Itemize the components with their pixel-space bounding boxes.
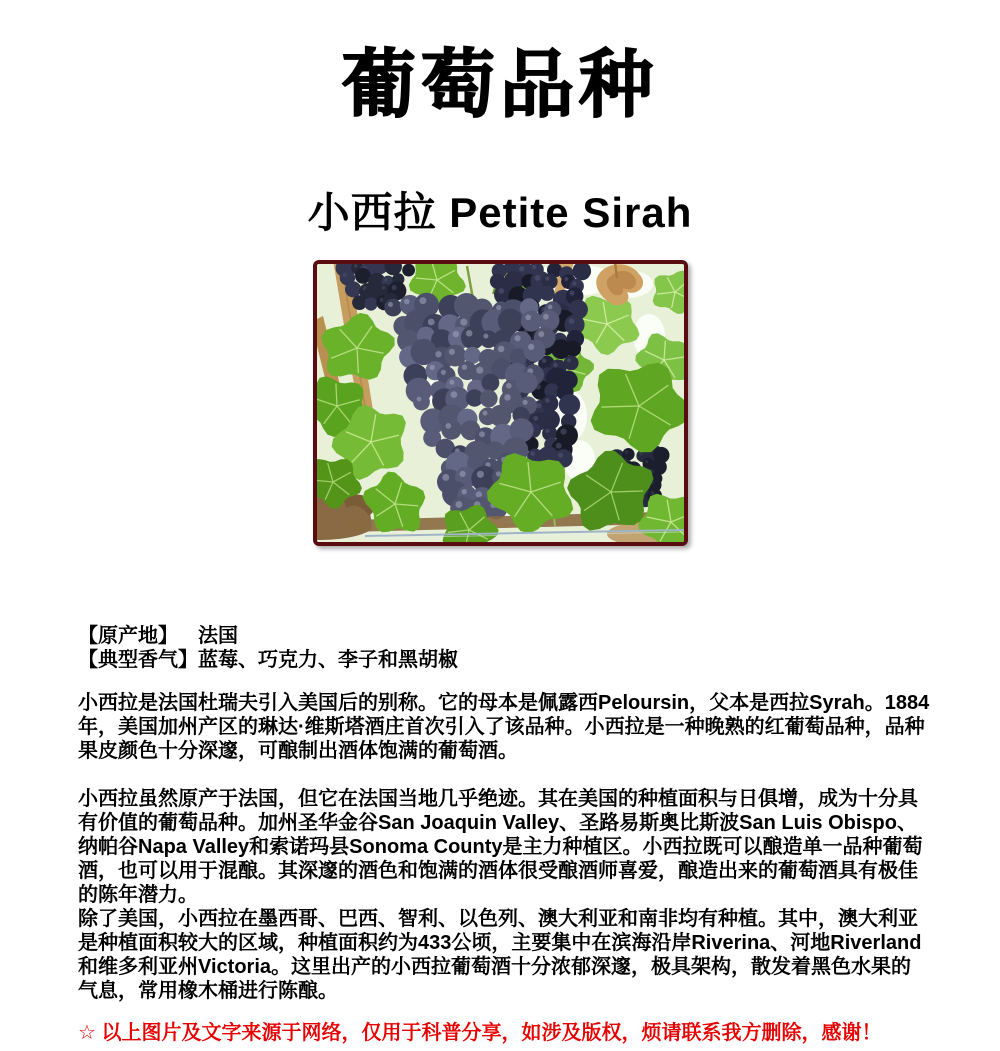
disclaimer <box>78 1021 930 1045</box>
aroma-value: 蓝莓、巧克力、李子和黑胡椒 <box>198 649 458 671</box>
aroma-row <box>78 648 930 672</box>
variety-subtitle: 小西拉 Petite Sirah <box>307 189 693 236</box>
info-block <box>78 624 930 672</box>
article-body <box>0 624 1000 1045</box>
paragraph-history: 小西拉是法国杜瑞夫引入美国后的别称。它的母本是佩露西Peloursin，父本是西拉Syrah。1884年，美国加州产区的琳达·维斯塔酒庄首次引入了该品种。小西拉是一种晚熟的红葡萄品种，品种果皮颜色十分深邃，可酿制出酒体饱满的葡萄酒。 <box>78 692 930 762</box>
origin-label: 【原产地】 <box>78 625 178 647</box>
paragraph-us-regions: 小西拉虽然原产于法国，但它在法国当地几乎绝迹。其在美国的种植面积与日俱增，成为十分具有价值的葡萄品种。加州圣华金谷San Joaquin Valley、圣路易斯奥比斯波San Luis Obispo、纳帕谷Napa Valley和索诺玛县Sonoma County是主力种植区。小西拉既可以酿造单一品种葡萄酒，也可以用于混酿。其深邃的酒色和饱满的酒体很受酿酒师喜爱，酿造出来的葡萄酒具有极佳的陈年潜力。 <box>78 788 923 906</box>
aroma-label: 【典型香气】 <box>78 649 198 671</box>
origin-row <box>78 624 930 648</box>
grape-photo <box>313 260 688 546</box>
page-title: 葡萄品种 <box>342 43 658 126</box>
origin-value: 法国 <box>198 625 238 647</box>
grape-photo-illustration <box>317 264 684 542</box>
paragraph-world-regions: 除了美国，小西拉在墨西哥、巴西、智利、以色列、澳大利亚和南非均有种植。其中，澳大利亚是种植面积较大的区域，种植面积约为433公顷，主要集中在滨海沿岸Riverina、河地Riverland和维多利亚州Victoria。这里出产的小西拉葡萄酒十分浓郁深邃，极具架构，散发着黑色水果的气息，常用橡木桶进行陈酿。 <box>78 908 922 1002</box>
star-icon: ☆ <box>78 1022 96 1044</box>
disclaimer-text: 以上图片及文字来源于网络，仅用于科普分享，如涉及版权，烦请联系我方删除，感谢！ <box>101 1022 882 1044</box>
